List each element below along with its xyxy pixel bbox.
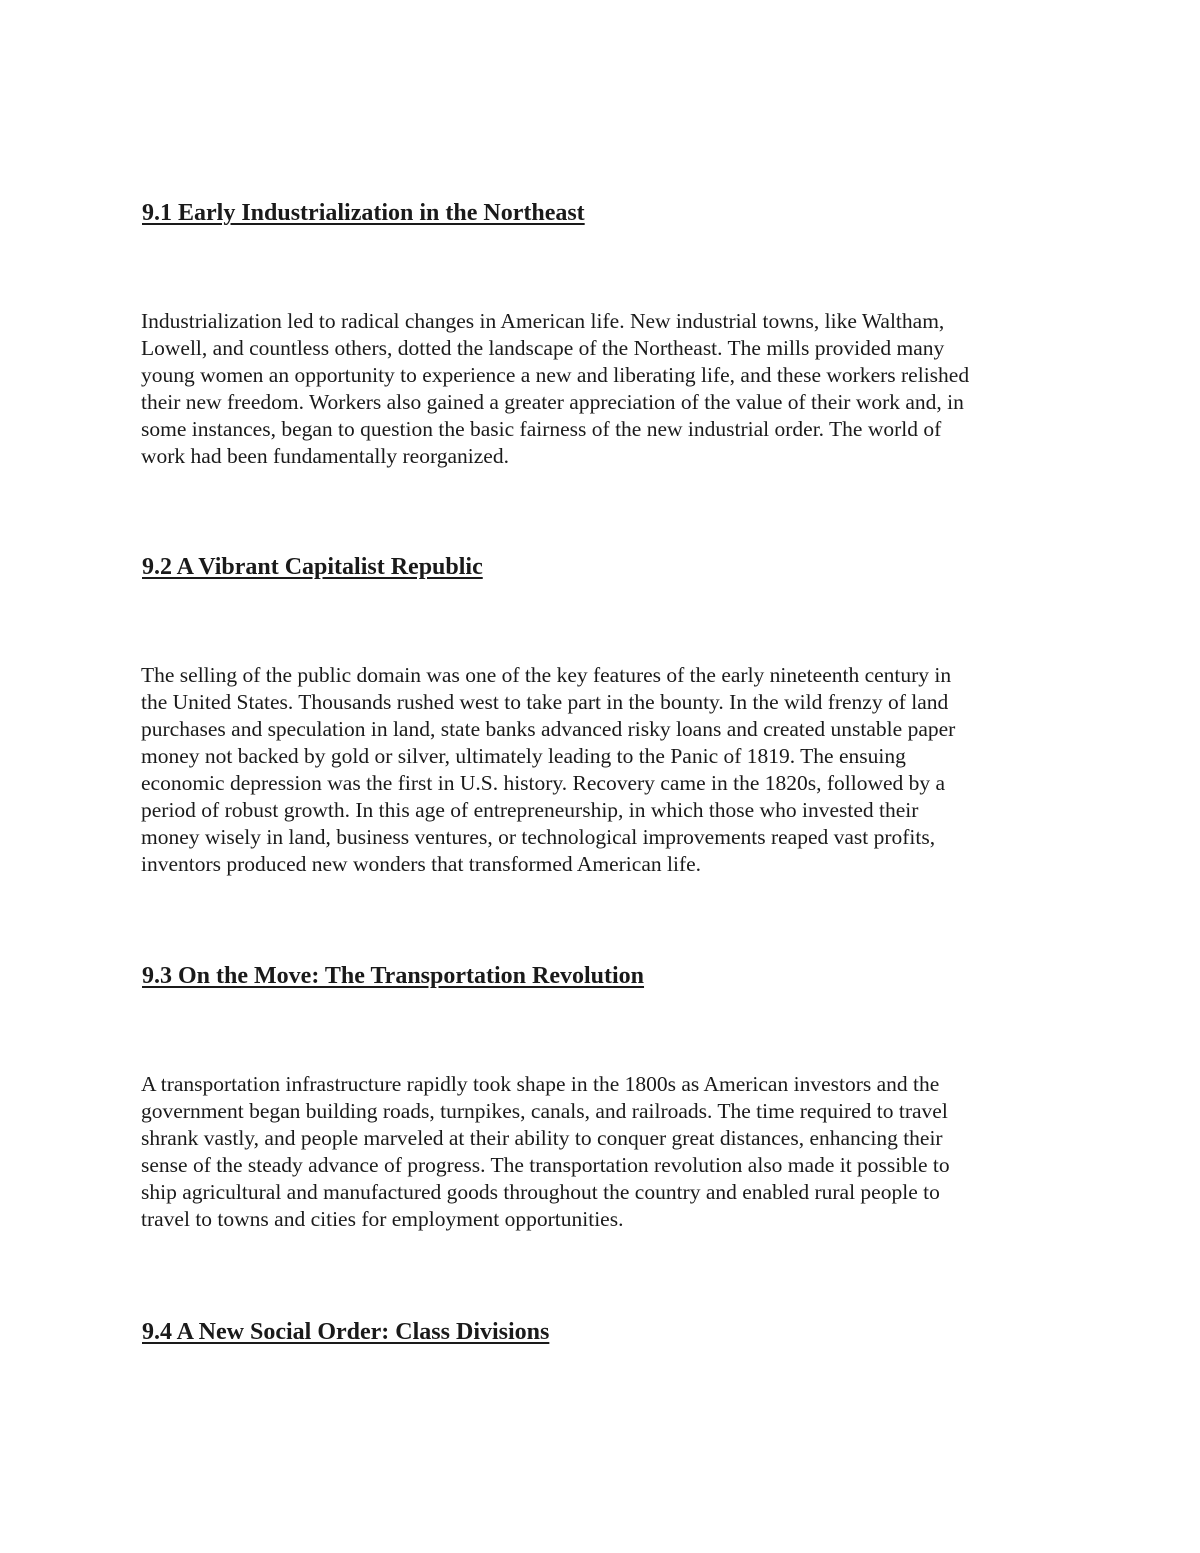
paragraph-line: Lowell, and countless others, dotted the landscape of the Northeast. The mills provided many bbox=[141, 336, 945, 360]
paragraph-line: money not backed by gold or silver, ultimately leading to the Panic of 1819. The ensuing bbox=[141, 744, 906, 768]
section-heading-9-4: 9.4 A New Social Order: Class Divisions bbox=[142, 1319, 550, 1345]
paragraph-line: government began building roads, turnpikes, canals, and railroads. The time required to travel bbox=[141, 1099, 948, 1123]
paragraph-line: travel to towns and cities for employment opportunities. bbox=[141, 1207, 624, 1231]
paragraph-line: purchases and speculation in land, state banks advanced risky loans and created unstable paper bbox=[141, 717, 956, 741]
paragraph-line: money wisely in land, business ventures, or technological improvements reaped vast profits, bbox=[141, 825, 936, 849]
paragraph-line: economic depression was the first in U.S. history. Recovery came in the 1820s, followed by a bbox=[141, 771, 946, 795]
section-heading-9-3: 9.3 On the Move: The Transportation Revolution bbox=[142, 963, 645, 989]
section-heading-9-1: 9.1 Early Industrialization in the Northeast bbox=[142, 200, 585, 226]
section-paragraph-9-1 bbox=[141, 308, 1071, 470]
paragraph-line: The selling of the public domain was one of the key features of the early nineteenth century in bbox=[141, 663, 952, 687]
paragraph-line: Industrialization led to radical changes in American life. New industrial towns, like Waltham, bbox=[141, 309, 945, 333]
paragraph-line: sense of the steady advance of progress. The transportation revolution also made it possible to bbox=[141, 1153, 950, 1177]
paragraph-line: the United States. Thousands rushed west to take part in the bounty. In the wild frenzy of land bbox=[141, 690, 949, 714]
paragraph-line: some instances, began to question the basic fairness of the new industrial order. The world of bbox=[141, 417, 942, 441]
paragraph-line: inventors produced new wonders that transformed American life. bbox=[141, 852, 702, 876]
section-paragraph-9-3 bbox=[141, 1071, 1071, 1233]
paragraph-line: work had been fundamentally reorganized. bbox=[141, 444, 509, 468]
paragraph-line: period of robust growth. In this age of entrepreneurship, in which those who invested their bbox=[141, 798, 919, 822]
paragraph-line: ship agricultural and manufactured goods throughout the country and enabled rural people to bbox=[141, 1180, 940, 1204]
paragraph-line: shrank vastly, and people marveled at their ability to conquer great distances, enhancing their bbox=[141, 1126, 943, 1150]
section-paragraph-9-2 bbox=[141, 662, 1071, 878]
paragraph-line: A transportation infrastructure rapidly took shape in the 1800s as American investors and the bbox=[141, 1072, 940, 1096]
section-heading-9-2: 9.2 A Vibrant Capitalist Republic bbox=[142, 554, 483, 580]
paragraph-line: their new freedom. Workers also gained a greater appreciation of the value of their work and, in bbox=[141, 390, 964, 414]
paragraph-line: young women an opportunity to experience a new and liberating life, and these workers relished bbox=[141, 363, 970, 387]
